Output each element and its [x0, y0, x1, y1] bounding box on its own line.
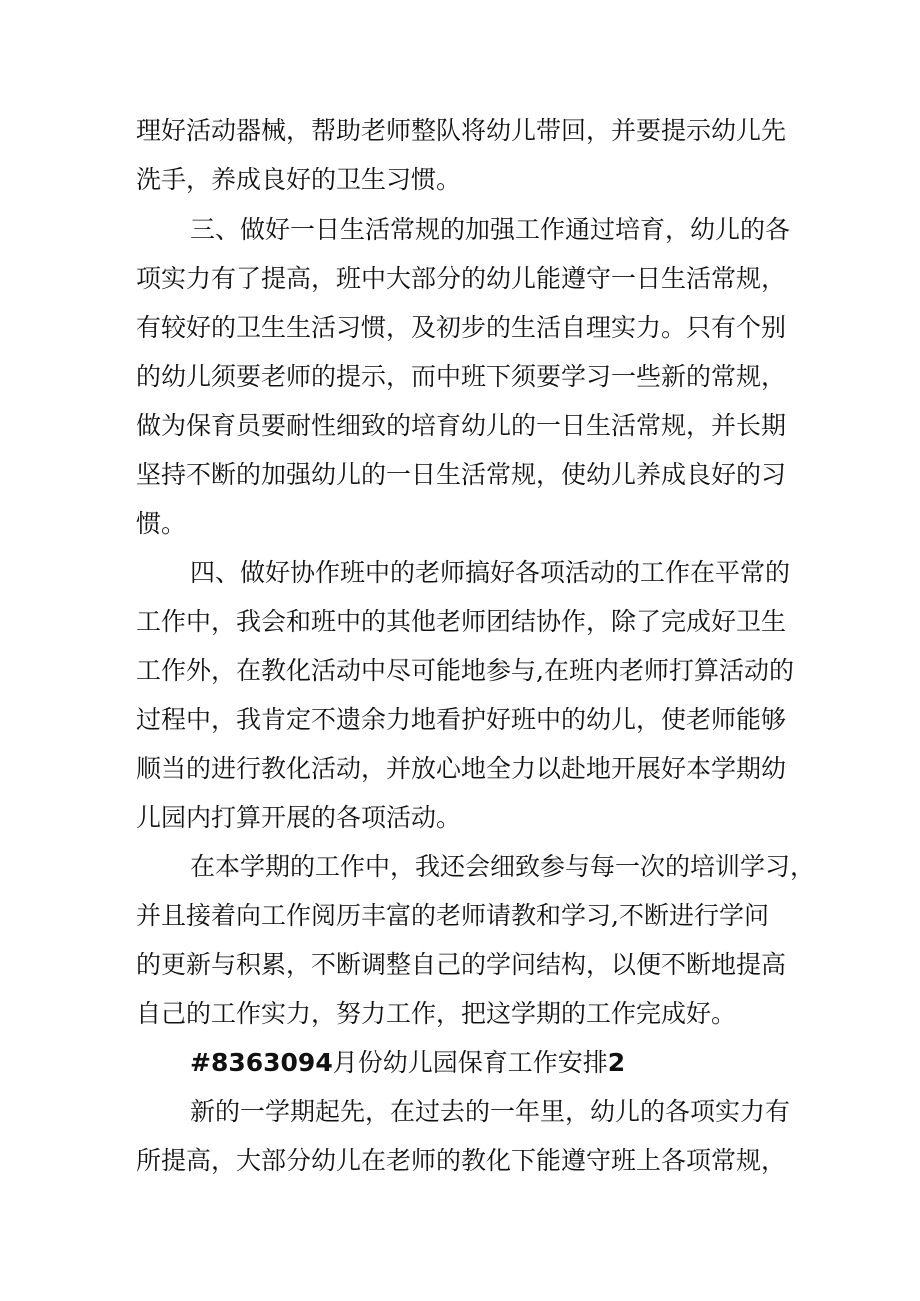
text-line: 理好活动器械，帮助老师整队将幼儿带回，并要提示幼儿先: [136, 116, 787, 145]
text-line: 顺当的进行教化活动，并放心地全力以赴地开展好本学期幼: [136, 754, 787, 783]
text-line: 的更新与积累，不断调整自己的学问结构，以便不断地提高: [136, 950, 787, 979]
text-line: 做为保育员要耐性细致的培育幼儿的一日生活常规，并长期: [136, 411, 787, 440]
text-line: 工作外，在教化活动中尽可能地参与,在班内老师打算活动的: [136, 656, 794, 685]
text-line: 工作中，我会和班中的其他老师团结协作，除了完成好卫生: [136, 607, 787, 636]
heading-suffix: 2: [607, 1048, 626, 1077]
text-line: 所提高，大部分幼儿在老师的教化下能遵守班上各项常规，: [136, 1146, 787, 1175]
paragraph-start-line: 三、做好一日生活常规的加强工作通过培育，幼儿的各: [190, 215, 791, 244]
paragraph-start-line: 新的一学期起先，在过去的一年里，幼儿的各项实力有: [190, 1097, 791, 1126]
text-line: 坚持不断的加强幼儿的一日生活常规，使幼儿养成良好的习: [136, 460, 787, 489]
text-line: 过程中，我肯定不遗余力地看护好班中的幼儿，使老师能够: [136, 705, 787, 734]
heading-middle: 月份幼儿园保育工作安排: [332, 1048, 608, 1077]
text-line: 自己的工作实力，努力工作，把这学期的工作完成好。: [136, 999, 737, 1028]
text-line: 的幼儿须要老师的提示，而中班下须要学习一些新的常规，: [136, 362, 787, 391]
text-line: 洗手，养成良好的卫生习惯。: [136, 165, 462, 194]
text-line: 惯。: [136, 509, 187, 538]
text-line: 儿园内打算开展的各项活动。: [136, 803, 462, 832]
paragraph-start-line: 四、做好协作班中的老师搞好各项活动的工作在平常的: [190, 558, 791, 587]
paragraph-start-line: 在本学期的工作中，我还会细致参与每一次的培训学习，: [190, 852, 816, 881]
section-heading: [190, 1041, 625, 1085]
text-line: 项实力有了提高，班中大部分的幼儿能遵守一日生活常规，: [136, 264, 787, 293]
text-line: 有较好的卫生生活习惯，及初步的生活自理实力。只有个别: [136, 313, 787, 342]
heading-prefix: #8363094: [190, 1048, 333, 1077]
text-line: 并且接着向工作阅历丰富的老师请教和学习,不断进行学问: [136, 901, 769, 930]
